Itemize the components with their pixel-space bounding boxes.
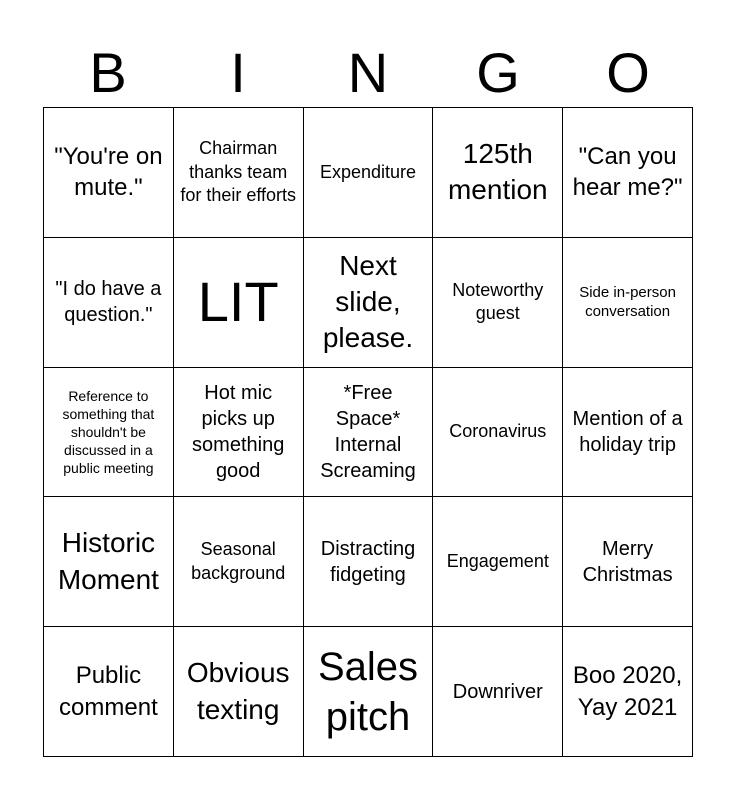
cell-text: Expenditure [319, 161, 417, 182]
cell-text: Distracting fidgeting [320, 537, 416, 586]
cell-text: Hot mic picks up something good [192, 381, 285, 482]
cell-text: Noteworthy guest [452, 279, 544, 324]
cell-text: Historic Moment [57, 527, 159, 595]
header-letter-i: I [230, 41, 246, 104]
bingo-cell-r1-c3[interactable] [304, 108, 434, 238]
bingo-cell-r2-c2[interactable] [174, 238, 304, 368]
bingo-cell-r4-c2[interactable] [174, 497, 304, 627]
cell-text: Side in-person conversation [579, 283, 676, 321]
cell-text: Mention of a holiday trip [572, 407, 683, 456]
cell-text: Chairman thanks team for their efforts [180, 138, 297, 206]
bingo-cell-r2-c5[interactable] [563, 238, 693, 368]
cell-text: Sales pitch [317, 644, 419, 739]
bingo-cell-r3-c5[interactable] [563, 368, 693, 498]
bingo-cell-r3-c2[interactable] [174, 368, 304, 498]
bingo-cell-r4-c5[interactable] [563, 497, 693, 627]
cell-text: Reference to something that shouldn't be discussed in a public meeting [62, 387, 155, 477]
cell-text: Downriver [452, 680, 543, 703]
cell-text: *Free Space* Internal Screaming [320, 381, 416, 482]
cell-text: Engagement [446, 551, 549, 572]
bingo-cell-r5-c3[interactable] [304, 627, 434, 757]
bingo-board [43, 107, 693, 757]
bingo-cell-r5-c1[interactable] [44, 627, 174, 757]
bingo-cell-r5-c4[interactable] [433, 627, 563, 757]
cell-text: Boo 2020, Yay 2021 [572, 662, 683, 721]
cell-text: LIT [197, 270, 279, 334]
bingo-cell-r2-c3[interactable] [304, 238, 434, 368]
bingo-cell-r5-c5[interactable] [563, 627, 693, 757]
bingo-cell-r2-c1[interactable] [44, 238, 174, 368]
cell-text: Coronavirus [449, 421, 547, 442]
bingo-cell-r3-c3[interactable] [304, 368, 434, 498]
bingo-cell-r1-c5[interactable] [563, 108, 693, 238]
cell-text: Seasonal background [191, 539, 286, 583]
cell-text: 125th mention [447, 138, 548, 206]
header-letter-o: O [606, 41, 650, 104]
cell-text: Merry Christmas [582, 537, 673, 586]
bingo-cell-r4-c1[interactable] [44, 497, 174, 627]
bingo-cell-r4-c4[interactable] [433, 497, 563, 627]
bingo-header [43, 40, 693, 106]
bingo-cell-r5-c2[interactable] [174, 627, 304, 757]
cell-text: "You're on mute." [54, 143, 163, 202]
cell-text: Next slide, please. [322, 249, 414, 354]
bingo-cell-r4-c3[interactable] [304, 497, 434, 627]
bingo-cell-r3-c4[interactable] [433, 368, 563, 498]
bingo-cell-r1-c2[interactable] [174, 108, 304, 238]
header-letter-b: B [89, 41, 127, 104]
bingo-cell-r1-c4[interactable] [433, 108, 563, 238]
bingo-cell-r1-c1[interactable] [44, 108, 174, 238]
bingo-cell-r2-c4[interactable] [433, 238, 563, 368]
cell-text: "Can you hear me?" [572, 143, 683, 202]
cell-text: Public comment [59, 662, 158, 721]
header-letter-n: N [347, 41, 389, 104]
header-letter-g: G [476, 41, 520, 104]
cell-text: "I do have a question." [55, 278, 162, 327]
cell-text: Obvious texting [186, 657, 290, 725]
bingo-cell-r3-c1[interactable] [44, 368, 174, 498]
